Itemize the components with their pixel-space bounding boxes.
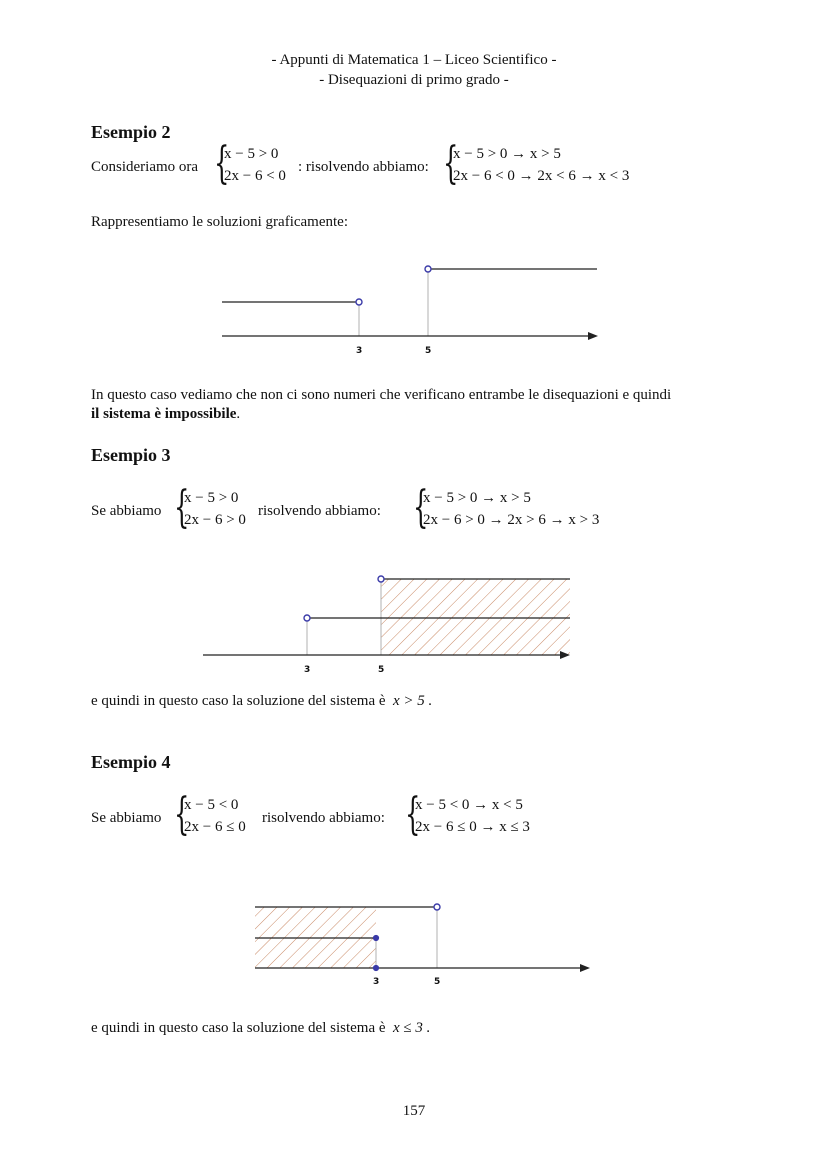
system-line-1: x − 5 > 0 xyxy=(224,146,279,162)
tick-label-3: 3 xyxy=(356,346,363,356)
system-line-1: x − 5 < 0 → x < 5 xyxy=(415,797,523,813)
system-line-2: 2x − 6 ≤ 0 → x ≤ 3 xyxy=(415,819,530,835)
example-2-conclusion-line1: In questo caso vediamo che non ci sono numeri che verificano entrambe le disequazioni e quindi xyxy=(91,387,672,403)
impossible-system-statement: il sistema è impossibile xyxy=(91,406,237,422)
left-brace-icon: { xyxy=(214,138,230,189)
tick-label-5: 5 xyxy=(425,346,432,356)
example-4-conclusion xyxy=(91,1020,430,1037)
example-3-intro: Se abbiamo xyxy=(91,503,162,519)
closed-point-3 xyxy=(373,935,378,940)
left-brace-icon: { xyxy=(443,138,459,189)
system-line-2: 2x − 6 < 0 xyxy=(224,168,286,184)
example-2-graph-caption: Rappresentiamo le soluzioni graficamente: xyxy=(91,214,348,230)
system-line-1: x − 5 < 0 xyxy=(184,797,239,813)
conclusion-text: e quindi in questo caso la soluzione del sistema è xyxy=(91,1020,386,1036)
system-line-2: 2x − 6 > 0 → 2x > 6 → x > 3 xyxy=(423,512,600,528)
system-line-2: 2x − 6 > 0 xyxy=(184,512,246,528)
left-brace-icon: { xyxy=(405,789,421,840)
tick-label-3: 3 xyxy=(304,665,311,675)
conclusion-math: x > 5 . xyxy=(393,693,433,709)
closed-point-3-axis xyxy=(373,965,378,970)
conclusion-text: e quindi in questo caso la soluzione del sistema è xyxy=(91,693,386,709)
conclusion-math: x ≤ 3 . xyxy=(393,1020,431,1036)
left-brace-icon: { xyxy=(174,482,190,533)
running-header-line2: - Disequazioni di primo grado - xyxy=(319,72,509,88)
left-brace-icon: { xyxy=(413,482,429,533)
system-line-1: x − 5 > 0 → x > 5 xyxy=(423,490,531,506)
example-2-title: Esempio 2 xyxy=(91,122,171,142)
period: . xyxy=(236,406,241,422)
system-line-1: x − 5 > 0 → x > 5 xyxy=(453,146,561,162)
tick-label-3: 3 xyxy=(373,977,380,987)
system-line-1: x − 5 > 0 xyxy=(184,490,239,506)
system-line-2: 2x − 6 ≤ 0 xyxy=(184,819,246,835)
example-3-mid-text: risolvendo abbiamo: xyxy=(258,503,381,519)
axis-arrow-icon xyxy=(580,964,590,972)
system-line-2: 2x − 6 < 0 → 2x < 6 → x < 3 xyxy=(453,168,630,184)
example-2-mid-text: : risolvendo abbiamo: xyxy=(298,159,429,175)
running-header-line1: - Appunti di Matematica 1 – Liceo Scientifico - xyxy=(271,52,557,68)
tick-label-5: 5 xyxy=(434,977,441,987)
open-point-5 xyxy=(434,904,440,910)
example-3-title: Esempio 3 xyxy=(91,445,171,465)
example-4-intro: Se abbiamo xyxy=(91,810,162,826)
tick-label-5: 5 xyxy=(378,665,385,675)
example-4-mid-text: risolvendo abbiamo: xyxy=(262,810,385,826)
left-brace-icon: { xyxy=(174,789,190,840)
example-2-intro: Consideriamo ora xyxy=(91,159,199,175)
page-number: 157 xyxy=(402,1103,426,1119)
example-4-title: Esempio 4 xyxy=(91,752,171,772)
